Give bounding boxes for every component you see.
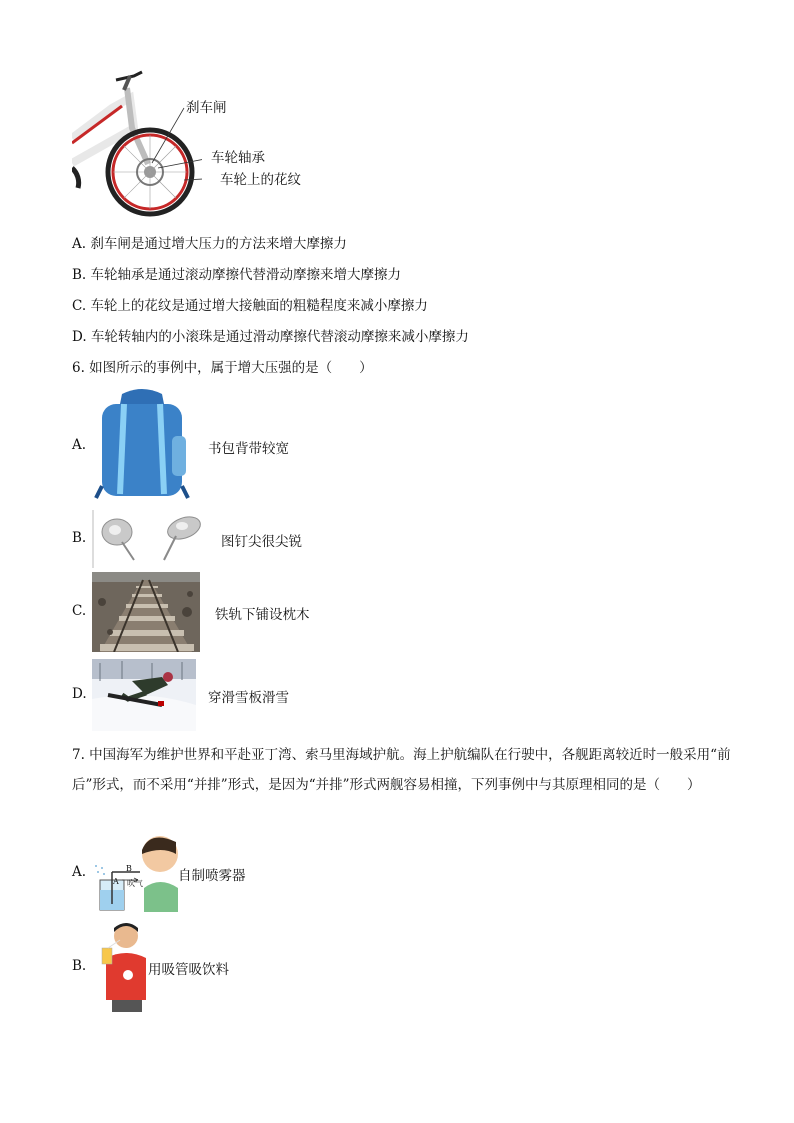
q5-option-d: D. 车轮转轴内的小滚珠是通过滑动摩擦代替滚动摩擦来减小摩擦力 <box>72 329 469 345</box>
bicycle-figure <box>72 68 202 220</box>
q6-option-b-letter: B. <box>72 530 87 546</box>
thumbtack-image <box>92 510 212 568</box>
figure-label-tread: 车轮上的花纹 <box>220 172 301 188</box>
railway-image <box>92 572 200 652</box>
q7-option-b-caption: 用吸管吸饮料 <box>148 962 229 978</box>
q6-option-a-letter: A. <box>72 437 87 453</box>
sprayer-label-blow: 吹气 <box>127 879 143 888</box>
q6-stem: 6. 如图所示的事例中，属于增大压强的是（ ） <box>72 360 373 376</box>
skier-image <box>92 659 196 731</box>
q7-option-a-letter: A. <box>72 864 87 880</box>
q6-option-c-caption: 铁轨下铺设枕木 <box>215 607 310 623</box>
figure-label-brake: 刹车闸 <box>186 100 227 116</box>
drinking-boy-image <box>98 920 148 1012</box>
q5-option-a: A. 刹车闸是通过增大压力的方法来增大摩擦力 <box>72 236 347 252</box>
q6-option-d-letter: D. <box>72 686 87 702</box>
q6-option-d-caption: 穿滑雪板滑雪 <box>208 690 289 706</box>
sprayer-figure <box>92 832 182 912</box>
q7-option-b-letter: B. <box>72 958 87 974</box>
figure-label-bearing: 车轮轴承 <box>211 150 265 166</box>
q7-stem: 7. 中国海军为维护世界和平赴亚丁湾、索马里海域护航。海上护航编队在行驶中，各舰距离较近时一般采用“前后”形式，而不采用“并排”形式，是因为“并排”形式两舰容易相撞，下列事例中与其原理相同的是（ ） <box>72 747 731 793</box>
q6-option-a-caption: 书包背带较宽 <box>208 441 289 457</box>
q7-option-a-caption: 自制喷雾器 <box>178 868 246 884</box>
q6-option-b-caption: 图钉尖很尖锐 <box>221 534 302 550</box>
sprayer-label-a: A <box>113 877 119 886</box>
q5-option-b: B. 车轮轴承是通过滚动摩擦代替滑动摩擦来增大摩擦力 <box>72 267 402 283</box>
q6-option-c-letter: C. <box>72 603 87 619</box>
sprayer-label-b: B <box>126 864 132 873</box>
q5-option-c: C. 车轮上的花纹是通过增大接触面的粗糙程度来减小摩擦力 <box>72 298 428 314</box>
backpack-image <box>92 386 192 504</box>
